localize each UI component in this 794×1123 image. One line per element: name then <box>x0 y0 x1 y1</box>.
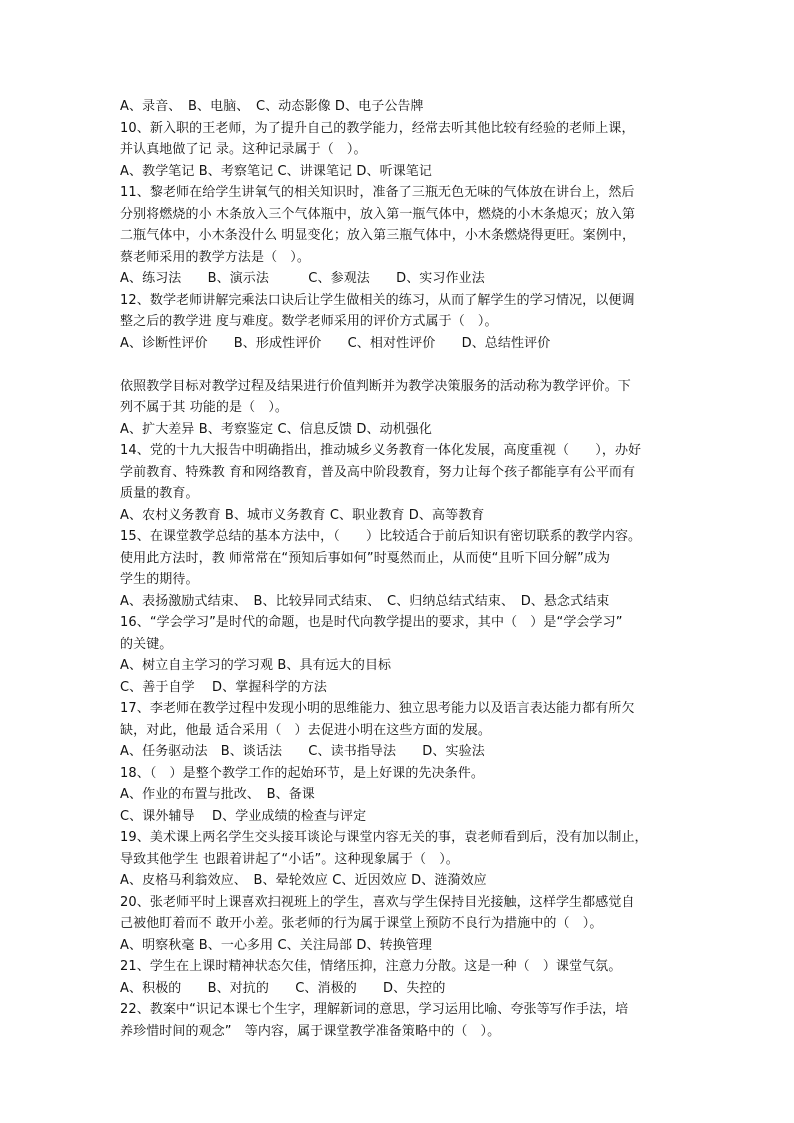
text-line: 缺，对此，他最 适合采用（ ）去促进小明在这些方面的发展。 <box>120 722 492 738</box>
text-line: 列不属于其 功能的是（ ）。 <box>120 400 289 415</box>
question-text-block <box>120 96 680 1042</box>
text-line: 整之后的教学进 度与难度。数学老师采用的评价方式属于（ ）。 <box>120 314 498 329</box>
text-line: A、诊断性评价 B、形成性评价 C、相对性评价 D、总结性评价 <box>120 335 551 351</box>
text-line: 学前教育、特殊教 育和网络教育，普及高中阶段教育，努力让每个孩子都能享有公平而有 <box>120 464 636 480</box>
text-line: A、教学笔记 B、考察笔记 C、讲课笔记 D、听课笔记 <box>120 163 432 179</box>
text-line: A、明察秋毫 B、一心多用 C、关注局部 D、转换管理 <box>120 937 432 953</box>
text-line: 21、学生在上课时精神状态欠佳，情绪压抑，注意力分散。这是一种（ ）课堂气氛。 <box>120 959 622 974</box>
text-line: A、积极的 B、对抗的 C、消极的 D、失控的 <box>120 980 446 996</box>
text-line: 依照教学目标对教学过程及结果进行价值判断并为教学决策服务的活动称为教学评价。下 <box>120 378 631 394</box>
text-line: A、作业的布置与批改、 B、备课 <box>120 787 315 802</box>
text-line: 学生的期待。 <box>120 572 199 587</box>
text-line: 使用此方法时，教 师常常在“预知后事如何”时戛然而止，从而使“且听下回分解”成为 <box>120 550 611 566</box>
text-line: 18、（ ）是整个教学工作的起始环节，是上好课的先决条件。 <box>120 765 484 781</box>
text-line: 并认真地做了记 录。这种记录属于（ ）。 <box>120 142 367 157</box>
text-line: 质量的教育。 <box>120 486 199 501</box>
text-line: A、皮格马利翁效应、 B、晕轮效应 C、近因效应 D、涟漪效应 <box>120 873 487 888</box>
text-line: 的关键。 <box>120 636 173 652</box>
text-line: 14、党的十九大报告中明确指出，推动城乡义务教育一体化发展，高度重视（ ），办好 <box>120 443 642 458</box>
text-line: 16、“学会学习”是时代的命题，也是时代向教学提出的要求，其中（ ）是“学会学习” <box>120 615 623 630</box>
text-line: 养珍惜时间的观念” 等内容，属于课堂教学准备策略中的（ ）。 <box>120 1023 501 1039</box>
text-line: 分别将燃烧的小 木条放入三个气体瓶中，放入第一瓶气体中，燃烧的小木条熄灭；放入第 <box>120 206 636 222</box>
text-line: A、任务驱动法 B、谈话法 C、读书指导法 D、实验法 <box>120 744 485 759</box>
text-line: 12、数学老师讲解完乘法口诀后让学生做相关的练习，从而了解学生的学习情况，以便调 <box>120 292 635 308</box>
text-line: 22、教案中“识记本课七个生字，理解新词的意思，学习运用比喻、夸张等写作手法，培 <box>120 1002 629 1017</box>
text-line: 己被他盯着而不 敢开小差。张老师的行为属于课堂上预防不良行为措施中的（ ）。 <box>120 916 603 931</box>
text-line: A、农村义务教育 B、城市义务教育 C、职业教育 D、高等教育 <box>120 507 485 523</box>
text-line: A、练习法 B、演示法 C、参观法 D、实习作业法 <box>120 271 485 286</box>
text-line: A、树立自主学习的学习观 B、具有远大的目标 <box>120 658 392 673</box>
text-line: 11、黎老师在给学生讲氧气的相关知识时，准备了三瓶无色无味的气体放在讲台上，然后 <box>120 185 635 200</box>
text-line: 二瓶气体中，小木条没什么 明显变化；放入第三瓶气体中，小木条燃烧得更旺。案例中， <box>120 228 636 243</box>
blank-line <box>120 354 680 376</box>
text-line: 10、新入职的王老师，为了提升自己的教学能力，经常去听其他比较有经验的老师上课， <box>120 120 635 136</box>
text-line: 19、美术课上两名学生交头接耳谈论与课堂内容无关的事，袁老师看到后，没有加以制止， <box>120 830 648 845</box>
text-line: 导致其他学生 也跟着讲起了“小话”。这种现象属于（ ）。 <box>120 851 459 867</box>
text-line: 20、张老师平时上课喜欢扫视班上的学生，喜欢与学生保持目光接触，这样学生都感觉自 <box>120 894 635 910</box>
text-line: 17、李老师在教学过程中发现小明的思维能力、独立思考能力以及语言表达能力都有所欠 <box>120 701 635 716</box>
text-line: A、录音、 B、电脑、 C、动态影像 D、电子公告牌 <box>120 99 424 114</box>
text-line: C、善于自学 D、掌握科学的方法 <box>120 679 327 695</box>
text-line: 蔡老师采用的教学方法是（ ）。 <box>120 249 311 265</box>
text-line: A、表扬激励式结束、 B、比较异同式结束、 C、归纳总结式结束、 D、悬念式结束 <box>120 593 610 609</box>
text-line: C、课外辅导 D、学业成绩的检查与评定 <box>120 808 367 824</box>
text-line: A、扩大差异 B、考察鉴定 C、信息反馈 D、动机强化 <box>120 421 432 437</box>
text-line: 15、在课堂教学总结的基本方法中，（ ）比较适合于前后知识有密切联系的教学内容。 <box>120 529 642 544</box>
